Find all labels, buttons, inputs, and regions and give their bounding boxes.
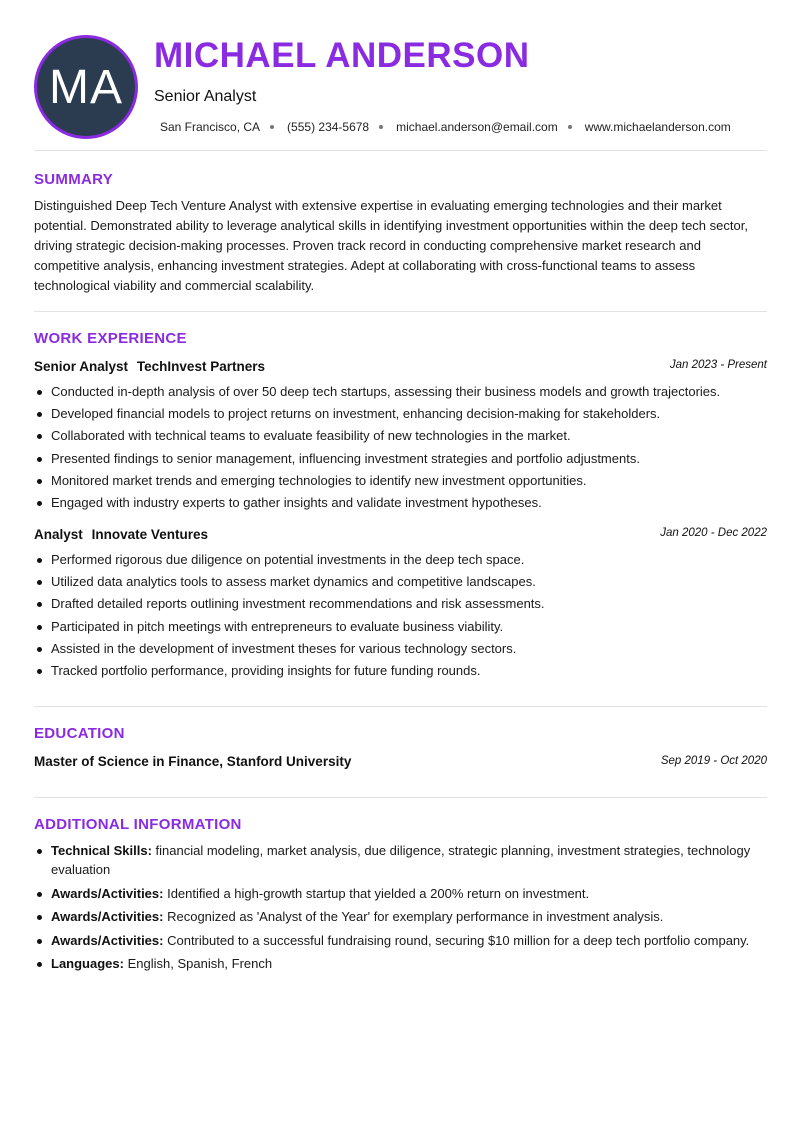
divider [34, 311, 767, 312]
job-company: TechInvest Partners [136, 359, 265, 374]
list-item: Developed financial models to project returns on investment, enhancing decision-making for stakeholders. [34, 404, 774, 424]
list-item: Utilized data analytics tools to assess market dynamics and competitive landscapes. [34, 572, 774, 592]
job-header-2 [34, 526, 767, 544]
contact-line [160, 120, 731, 134]
separator-dot-icon [379, 125, 383, 129]
education-heading: EDUCATION [34, 725, 125, 742]
job-dates: Jan 2023 - Present [669, 359, 767, 371]
education-dates: Sep 2019 - Oct 2020 [660, 755, 767, 767]
list-item: Engaged with industry experts to gather insights and validate investment hypotheses. [34, 493, 774, 513]
item-text: Identified a high-growth startup that yielded a 200% return on investment. [167, 885, 590, 901]
candidate-name: MICHAEL ANDERSON [154, 36, 530, 75]
separator-dot-icon [270, 125, 274, 129]
job-role: Senior Analyst [34, 359, 129, 374]
resume-header [0, 0, 800, 150]
contact-email[interactable]: michael.anderson@email.com [396, 120, 558, 134]
list-item: Collaborated with technical teams to evaluate feasibility of new technologies in the market. [34, 426, 774, 446]
education-entry [34, 753, 767, 771]
list-item: Presented findings to senior management, influencing investment strategies and portfolio adjustments. [34, 449, 774, 469]
divider [34, 150, 767, 151]
list-item: Monitored market trends and emerging technologies to identify new investment opportunities. [34, 471, 774, 491]
item-label: Languages: [51, 956, 124, 971]
summary-text: Distinguished Deep Tech Venture Analyst with extensive expertise in evaluating emerging technologies and their market potential. Demonstrated ability to leverage analytical skills in identifying investment opportunities within the deep tech sector, driving strategic decision-making processes. Proven track record in conducting comprehensive market research and competitive analysis, enhancing investment strategies. Adept at collaborating with cross-functional teams to assess technological viability and commercial scalability. [34, 198, 748, 293]
list-item: Tracked portfolio performance, providing insights for future funding rounds. [34, 661, 774, 681]
item-text: English, Spanish, French [127, 956, 273, 971]
job-role: Analyst [34, 527, 83, 542]
work-experience-heading: WORK EXPERIENCE [34, 330, 187, 347]
list-item: Performed rigorous due diligence on potential investments in the deep tech space. [34, 550, 774, 570]
education-degree: Master of Science in Finance, Stanford University [34, 754, 352, 769]
list-item [34, 907, 774, 926]
job-dates: Jan 2020 - Dec 2022 [660, 527, 767, 539]
additional-info-list [34, 841, 774, 978]
separator-dot-icon [568, 125, 572, 129]
item-text: financial modeling, market analysis, due diligence, strategic planning, investment strategies, technology evaluation [51, 843, 751, 877]
contact-location: San Francisco, CA [160, 120, 261, 134]
job-2-bullets [34, 550, 774, 683]
list-item: Conducted in-depth analysis of over 50 deep tech startups, assessing their business models and growth trajectories. [34, 382, 774, 402]
candidate-title: Senior Analyst [154, 88, 257, 105]
avatar-initials: MA [49, 60, 123, 114]
list-item [34, 841, 774, 879]
list-item [34, 884, 774, 903]
list-item [34, 931, 774, 950]
contact-website[interactable]: www.michaelanderson.com [584, 120, 731, 134]
list-item: Drafted detailed reports outlining investment recommendations and risk assessments. [34, 594, 774, 614]
item-text: Recognized as 'Analyst of the Year' for exemplary performance in investment analysis. [167, 909, 664, 924]
divider [34, 797, 767, 798]
job-header-1 [34, 358, 767, 376]
divider [34, 706, 767, 707]
item-label: Technical Skills: [51, 843, 152, 858]
contact-phone: (555) 234-5678 [287, 120, 370, 134]
summary-heading: SUMMARY [34, 171, 114, 188]
item-label: Awards/Activities: [51, 885, 164, 901]
additional-info-heading: ADDITIONAL INFORMATION [34, 816, 242, 833]
list-item: Participated in pitch meetings with entrepreneurs to evaluate business viability. [34, 617, 774, 637]
item-label: Awards/Activities: [51, 932, 164, 948]
job-company: Innovate Ventures [91, 527, 208, 542]
item-text: Contributed to a successful fundraising round, securing $10 million for a deep tech portfolio company. [167, 932, 750, 948]
item-label: Awards/Activities: [51, 909, 164, 924]
list-item [34, 954, 774, 973]
list-item: Assisted in the development of investment theses for various technology sectors. [34, 639, 774, 659]
job-1-bullets [34, 382, 774, 515]
avatar [34, 35, 138, 139]
